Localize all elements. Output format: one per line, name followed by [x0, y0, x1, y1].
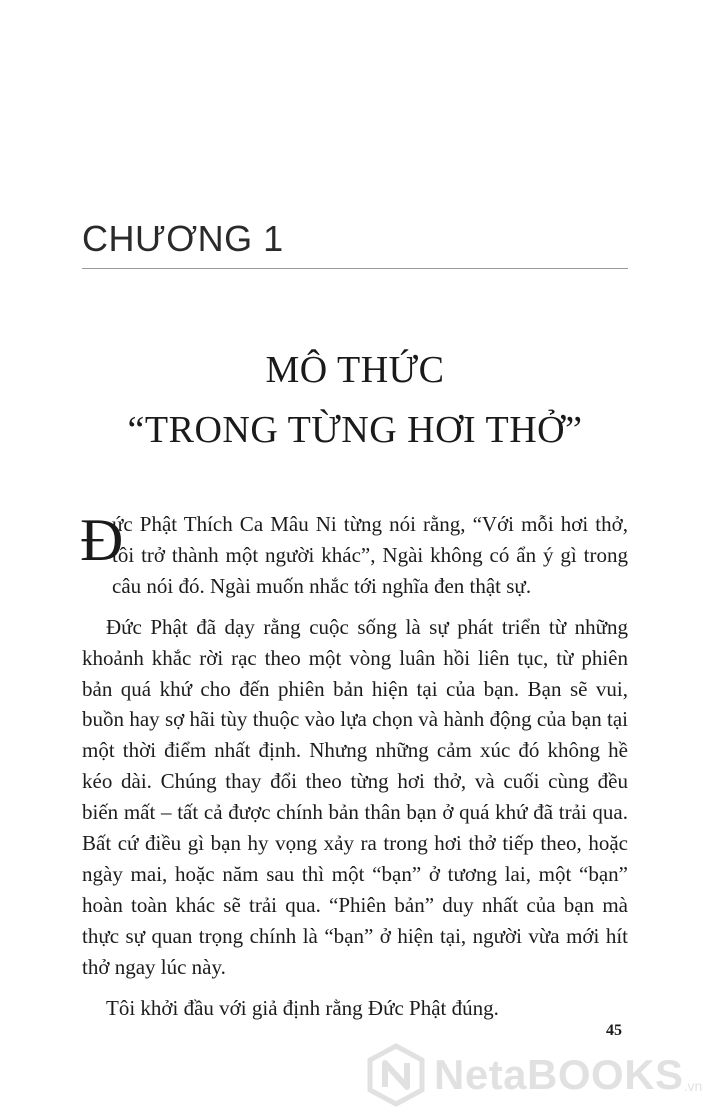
page-number: 45	[606, 1022, 622, 1039]
paragraph-3: Tôi khởi đầu với giả định rằng Đức Phật đúng.	[106, 995, 499, 1020]
paragraph-1-text: ức Phật Thích Ca Mâu Ni từng nói rằng, “Với mỗi hơi thở, tôi trở thành một người khác”, Ngài không có ẩn ý gì trong câu nói đó. Ngài muốn nhắc tới nghĩa đen thật sự.	[112, 512, 628, 598]
netabooks-logo-icon	[366, 1043, 426, 1107]
paragraph-1	[82, 509, 628, 602]
watermark	[366, 1040, 702, 1110]
chapter-title	[82, 340, 628, 460]
chapter-label: CHƯƠNG 1	[82, 218, 284, 259]
watermark-brand: NetaBOOKS	[434, 1051, 684, 1098]
watermark-suffix: .vn	[683, 1078, 702, 1094]
body-text	[82, 509, 628, 1034]
drop-cap: Đ	[80, 507, 124, 573]
chapter-title-line-1: MÔ THỨC	[265, 349, 445, 391]
chapter-title-line-2: “TRONG TỪNG HƠI THỞ”	[127, 409, 583, 451]
chapter-divider	[82, 268, 628, 269]
paragraph-2: Đức Phật đã dạy rằng cuộc sống là sự phát triển từ những khoảnh khắc rời rạc theo một vòng luân hồi liên tục, từ phiên bản quá khứ cho đến phiên bản hiện tại của bạn. Bạn sẽ vui, buồn hay sợ hãi tùy thuộc vào lựa chọn và hành động của bạn tại một thời điểm nhất định. Nhưng những cảm xúc đó không hề kéo dài. Chúng thay đổi theo từng hơi thở, và cuối cùng đều biến mất – tất cả được chính bản thân bạn ở quá khứ đã trải qua. Bất cứ điều gì bạn hy vọng xảy ra trong hơi thở tiếp theo, hoặc ngày mai, hoặc năm sau thì một “bạn” ở tương lai, một “bạn” hoàn toàn khác sẽ trải qua. “Phiên bản” duy nhất của bạn mà thực sự quan trọng chính là “bạn” ở hiện tại, người vừa mới hít thở ngay lúc này.	[82, 614, 628, 979]
